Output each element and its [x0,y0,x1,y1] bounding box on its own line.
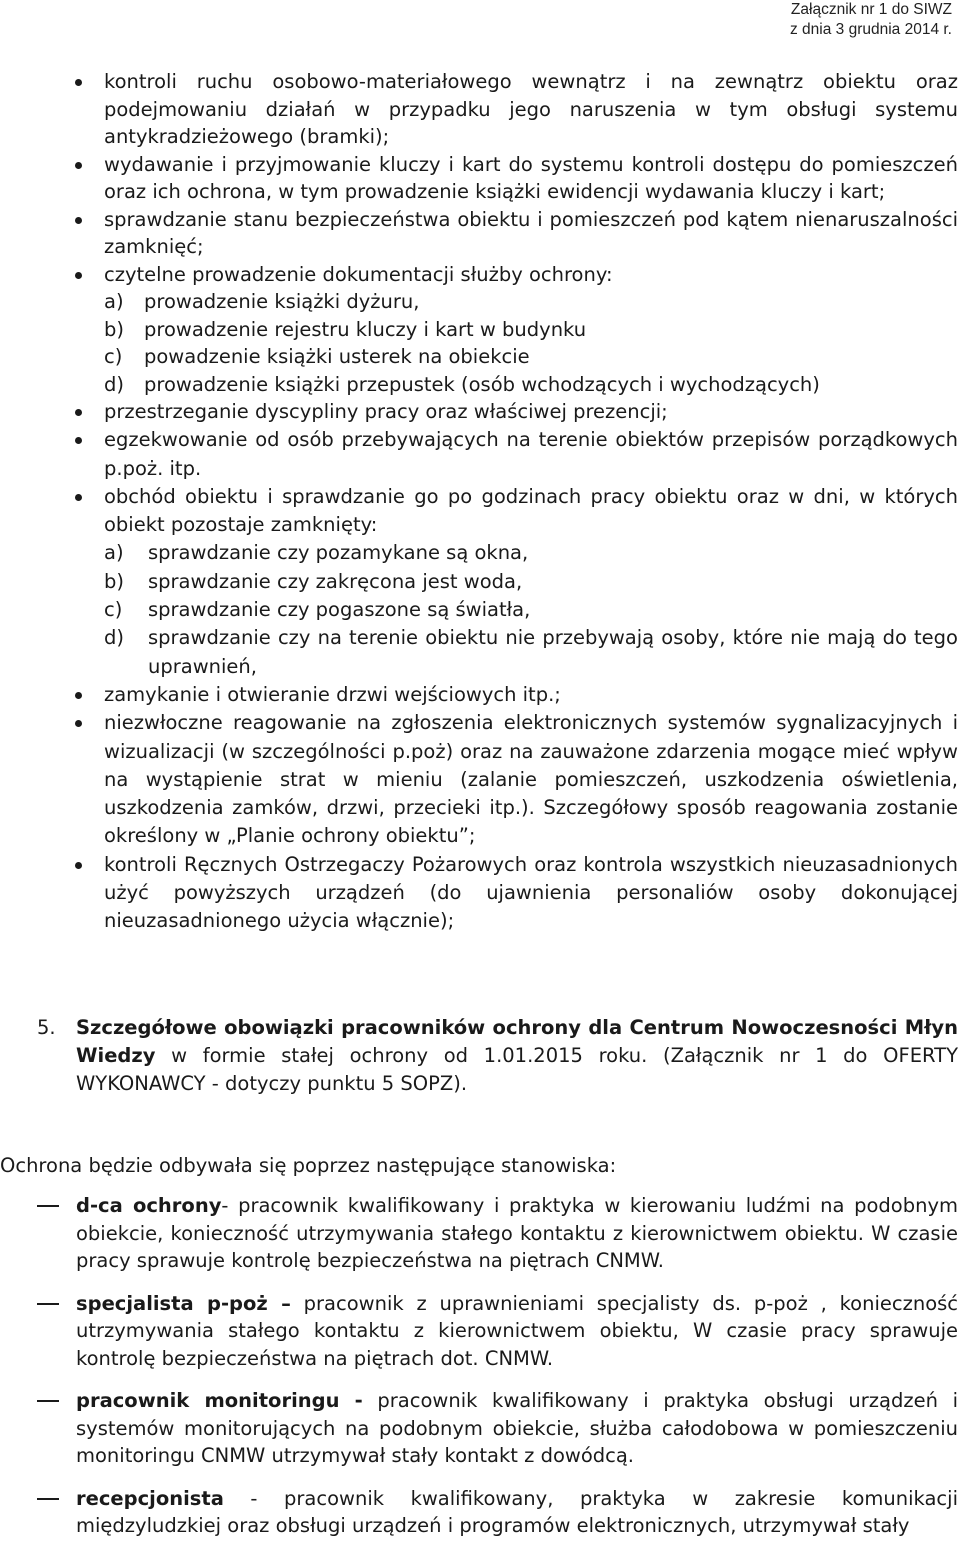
sub-item-letter: d) [104,372,124,396]
bullet-icon [75,494,82,501]
list-item-text: egzekwowanie od osób przebywających na terenie obiektów przepisów porządkowych p.poż. itp. [104,428,958,480]
position-title: recepcjonista [76,1486,224,1510]
bullet-icon [75,437,82,444]
bullet-icon [75,409,82,416]
list-item [66,68,958,151]
sub-item-letter: c) [104,345,123,368]
header-date: z dnia 3 grudnia 2014 r. [789,21,952,38]
sub-list-item [104,624,958,681]
positions-intro: Ochrona będzie odbywała się poprzez następujące stanowiska: [0,1154,617,1177]
list-item [66,851,958,936]
list-item [66,206,958,261]
bullet-icon [75,692,82,699]
list-item [66,261,958,399]
bullet-icon [75,720,82,727]
position-title: specjalista p-poż – [76,1291,291,1315]
position-description: pracownik z uprawnieniami specjalisty ds. p-poż , konieczność utrzymywania stałego kontaktu z kierownictwem obiektu, W czasie pracy sprawuje kontrolę bezpieczeństwa na piętrach dot. CNMW. [76,1291,959,1370]
list-item-text: przestrzeganie dyscypliny pracy oraz właściwej prezencji; [104,400,668,423]
sub-item-letter: b) [104,317,124,341]
list-item [66,709,958,850]
dash-icon [37,1400,59,1402]
position-description: - pracownik kwalifikowany, praktyka w zakresie komunikacji międzyludzkiej oraz obsługi urządzeń i programów elektronicznych, utrzymywał stały [76,1486,958,1537]
list-item [66,426,958,483]
duties-bullet-list [66,68,958,936]
section-title [76,1014,958,1098]
position-item [37,1485,958,1540]
position-description: pracownik kwalifikowany i praktyka obsługi urządzeń i systemów monitorujących na podobnym obiekcie, służba całodobowa w pomieszczeniu monitoringu CNMW utrzymywał stały kontakt z dowódcą. [76,1389,958,1467]
sub-item-text: prowadzenie książki dyżuru, [144,290,420,313]
position-item [37,1192,958,1275]
list-item-text: kontroli Ręcznych Ostrzegaczy Pożarowych oraz kontrola wszystkich nieuzasadnionych użyć powyższych urządzeń (do ujawnienia personaliów osoby dokonującej nieuzasadnionego użycia włącznie); [104,852,958,933]
sub-list-item [104,288,958,316]
list-item-text: kontroli ruchu osobowo-materiałowego wewnątrz i na zewnątrz obiektu oraz podejmowaniu działań w przypadku jego naruszenia w tym obsługi systemu antykradzieżowego (bramki); [104,70,958,148]
position-title: d-ca ochrony [76,1194,222,1217]
list-item [66,681,958,709]
sub-list-item [104,539,958,567]
sub-list-item [104,371,958,399]
bullet-icon [75,862,82,869]
sub-item-text: sprawdzanie czy na terenie obiektu nie przebywają osoby, które nie mają do tego uprawnień, [148,626,958,678]
sub-item-text: sprawdzanie czy pogaszone są światła, [148,598,531,622]
section-5-heading [37,1014,958,1098]
list-item [66,398,958,426]
position-item [37,1290,958,1373]
sub-list-item [104,596,958,624]
sub-item-letter: a) [104,541,124,565]
list-item-text: zamykanie i otwieranie drzwi wejściowych itp.; [104,682,561,706]
section-title-rest: w formie stałej ochrony od 1.01.2015 roku. (Załącznik nr 1 do OFERTY WYKONAWCY - dotyczy punktu 5 SOPZ). [76,1044,958,1095]
section-title-bold: Szczegółowe obowiązki pracowników ochrony dla Centrum Nowoczesności Młyn Wiedzy [76,1016,958,1067]
bullet-icon [75,272,82,279]
header-attachment-label: Załącznik nr 1 do SIWZ [790,1,952,18]
list-item-text: niezwłoczne reagowanie na zgłoszenia elektronicznych systemów sygnalizacyjnych i wizualizacji (w szczególności p.poż) oraz na zauważone zdarzenia mogące mieć wpływ na wystąpienie strat w mieniu (zalanie pomieszczeń, uszkodzenia oświetlenia, uszkodzenia zamków, drzwi, przecieki itp.). Szczegółowy sposób reagowania zostanie określony w „Planie ochrony obiektu”; [104,711,958,848]
sub-item-text: sprawdzanie czy zakręcona jest woda, [148,569,523,593]
list-item-text: wydawanie i przyjmowanie kluczy i kart do systemu kontroli dostępu do pomieszczeń oraz ich ochrona, w tym prowadzenie książki ewidencji wydawania kluczy i kart; [104,152,958,203]
sub-item-letter: c) [104,598,123,622]
sub-item-letter: b) [104,569,124,593]
sub-item-text: powadzenie książki usterek na obiekcie [144,345,530,368]
bullet-icon [75,162,82,169]
position-title: pracownik monitoringu - [76,1389,363,1412]
list-item-text: sprawdzanie stanu bezpieczeństwa obiektu i pomieszczeń pod kątem nienaruszalności zamknięć; [104,207,958,258]
section-number: 5. [37,1016,56,1039]
position-item [37,1387,958,1470]
dash-icon [37,1498,59,1500]
sub-list-item [104,343,958,371]
positions-list [37,1192,958,1555]
sub-item-letter: a) [104,290,124,313]
sub-item-text: sprawdzanie czy pozamykane są okna, [148,541,529,565]
list-item-text: czytelne prowadzenie dokumentacji służby ochrony: [104,262,613,286]
dash-icon [37,1205,59,1207]
document-header [790,0,952,40]
sub-item-letter: d) [104,626,124,650]
dash-icon [37,1303,59,1305]
list-item-text: obchód obiektu i sprawdzanie go po godzinach pracy obiektu oraz w dni, w których obiekt pozostaje zamknięty: [104,484,958,537]
bullet-icon [75,217,82,224]
bullet-icon [75,79,82,86]
position-description: - pracownik kwalifikowany i praktyka w kierowaniu ludźmi na podobnym obiekcie, konieczność utrzymywania stałego kontaktu z kierownictwem obiektu. W czasie pracy sprawuje kontrolę bezpieczeństwa na piętrach CNMW. [76,1194,958,1272]
sub-item-text: prowadzenie rejestru kluczy i kart w budynku [144,317,587,341]
list-item [66,151,958,206]
sub-list-item [104,316,958,344]
sub-list-item [104,568,958,596]
list-item [66,483,958,681]
sub-item-text: prowadzenie książki przepustek (osób wchodzących i wychodzących) [144,372,820,396]
